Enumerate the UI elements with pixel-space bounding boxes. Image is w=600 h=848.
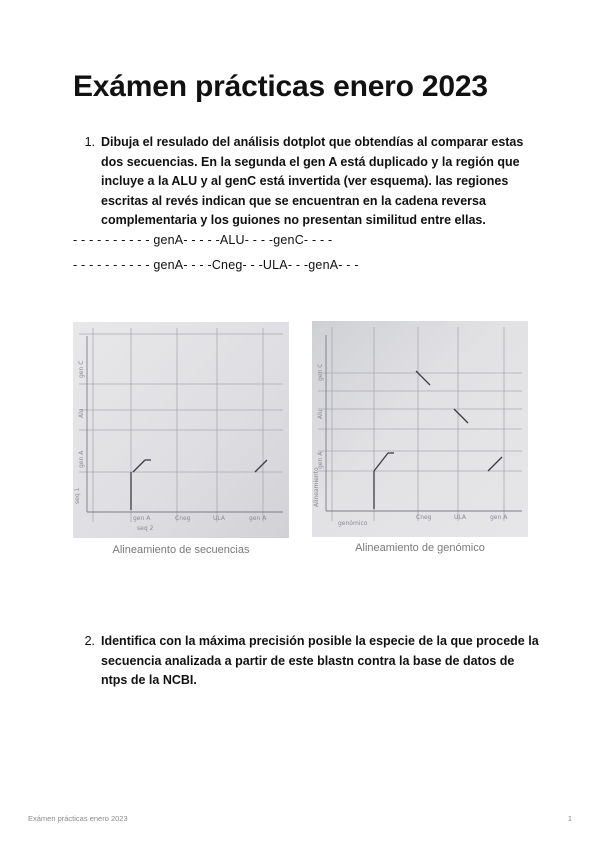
y-label-genc: gen C — [317, 363, 324, 381]
dotplot-genomic-drawing — [312, 321, 528, 537]
dotplot-sequences-drawing — [73, 322, 289, 538]
question-1 — [73, 133, 543, 231]
caption-sequences: Alineamiento de secuencias — [112, 544, 250, 556]
question-2-number: 2. — [84, 634, 95, 648]
y-label-gena: gen A — [78, 450, 85, 468]
sequence-2: - - - - - - - - - - genA- - - -Cneg- - -ULA- - -genA- - - — [73, 258, 359, 272]
page-title: Exámen prácticas enero 2023 — [73, 70, 488, 103]
y-label-alu: Alu — [317, 409, 324, 419]
y-label-genc: gen C — [78, 360, 85, 378]
sequence-1: - - - - - - - - - - genA- - - - -ALU- - - -genC- - - - — [73, 233, 333, 247]
x-axis-title: seq 2 — [137, 525, 154, 532]
dotplot-figure-genomic — [312, 321, 528, 537]
question-2 — [73, 632, 543, 691]
question-1-text: Dibuja el resulado del análisis dotplot que obtendías al comparar estas dos secuencias. En la segunda el gen A está duplicado y la región que incluye a la ALU y al genC está invertida (ver esquema). las regiones escritas al revés indican que se encuentran en la cadena reversa complementaria y los guiones no presentan similitud entre ellas. — [101, 135, 524, 227]
y-axis-title: seq 1 — [74, 487, 81, 504]
page-number: 1 — [567, 814, 572, 823]
x-label-cneg: Cneg — [175, 515, 191, 522]
x-label-ula: ULA — [454, 514, 466, 521]
footer-title: Exámen prácticas enero 2023 — [28, 814, 128, 823]
x-label-ula: ULA — [213, 515, 225, 522]
question-1-number: 1. — [84, 135, 95, 149]
y-axis-title: Alineamiento — [313, 467, 320, 507]
x-label-gena: gen A — [490, 514, 508, 521]
question-2-text: Identifica con la máxima precisión posible la especie de la que procede la secuencia analizada a partir de este blastn contra la base de datos de ntps de la NCBI. — [101, 634, 539, 687]
y-label-gena: gen A — [317, 451, 324, 469]
x-label-gena-2: gen A — [249, 515, 267, 522]
dotplot-figure-sequences — [73, 322, 289, 538]
x-label-genomico: genómico — [338, 520, 368, 527]
y-label-alu: Alu — [78, 408, 85, 418]
x-label-cneg: Cneg — [416, 514, 432, 521]
caption-genomic: Alineamiento de genómico — [355, 542, 485, 554]
x-label-gena-1: gen A — [133, 515, 151, 522]
